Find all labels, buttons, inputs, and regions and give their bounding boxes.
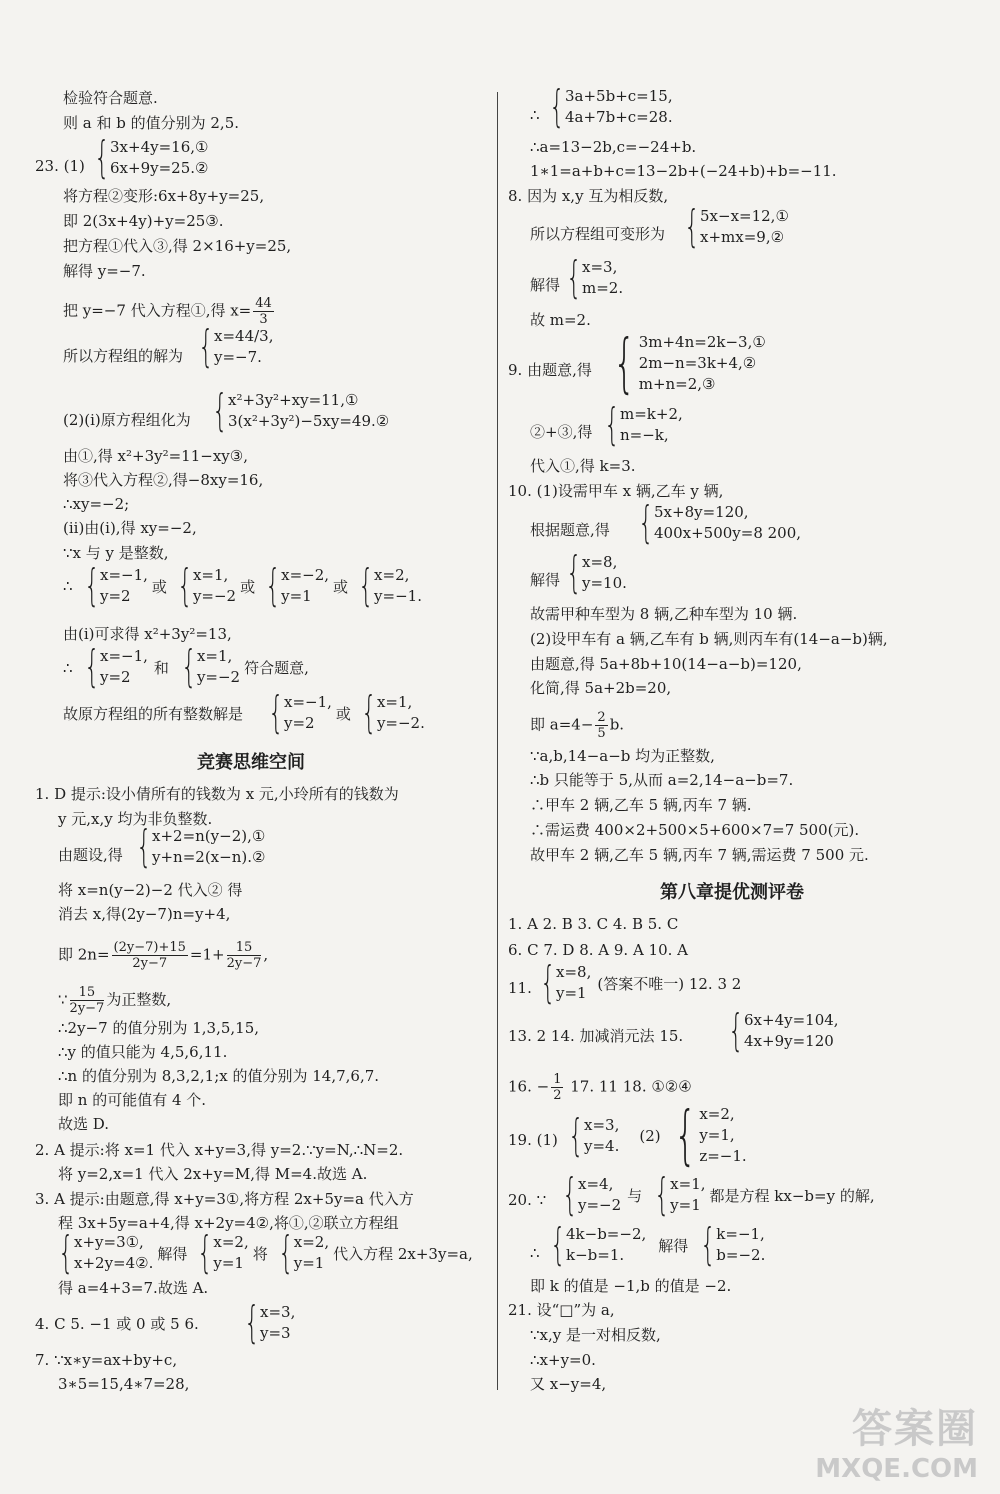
text-line: 把 y=−7 代入方程①,得 x= $\frac{44}{3}$ bbox=[63, 296, 272, 327]
text-line: ∵ $\frac{15}{2y-7}$ 为正整数, bbox=[58, 985, 172, 1016]
equation-system: { 6x+4y=104, 4x+9y=120 bbox=[728, 1005, 839, 1056]
text-line: 16. − $\frac{1}{2}$ 17. 11 18. ①②④ bbox=[508, 1072, 692, 1103]
text-line: ∴xy=−2; bbox=[63, 495, 130, 513]
text-line: 10. (1)设需甲车 x 辆,乙车 y 辆, bbox=[508, 482, 724, 500]
text-line: 将 x=n(y−2)−2 代入② 得 bbox=[58, 881, 243, 899]
text-line: 故选 D. bbox=[58, 1115, 110, 1133]
text-line: (ii)由(i),得 xy=−2, bbox=[63, 519, 197, 537]
equation-system: { x=3, y=3 bbox=[244, 1297, 296, 1348]
section-heading: 竞赛思维空间 bbox=[197, 752, 305, 773]
text-line: 根据题意,得 bbox=[530, 521, 610, 539]
text-line: ∴甲车 2 辆,乙车 5 辆,丙车 7 辆. bbox=[530, 796, 752, 814]
text-line: (2)设甲车有 a 辆,乙车有 b 辆,则丙车有(14−a−b)辆, bbox=[530, 630, 888, 648]
text-line: 故 m=2. bbox=[530, 311, 591, 329]
text-line: 2. A 提示:将 x=1 代入 x+y=3,得 y=2.∵y=N,∴N=2. bbox=[35, 1141, 404, 1159]
text-line: 19. (1) bbox=[508, 1131, 558, 1149]
text-line: ∵x,y 是一对相反数, bbox=[530, 1326, 661, 1344]
equation-system: { x=8, y=1 (答案不唯一) 12. 3 2 bbox=[540, 957, 742, 1008]
text-line: 11. bbox=[508, 979, 532, 997]
text-line: 13. 2 14. 加减消元法 15. bbox=[508, 1027, 684, 1045]
text-line: 1. A 2. B 3. C 4. B 5. C bbox=[508, 915, 679, 933]
text-line: 又 x−y=4, bbox=[530, 1375, 607, 1393]
text-line: 将 y=2,x=1 代入 2x+y=M,得 M=4.故选 A. bbox=[58, 1165, 368, 1183]
text-line: 解得 bbox=[530, 571, 561, 589]
section-heading: 第八章提优测评卷 bbox=[660, 882, 804, 903]
text-line: 程 3x+5y=a+4,得 x+2y=4②,将①,②联立方程组 bbox=[58, 1214, 399, 1232]
text-line: 所以方程组的解为 bbox=[63, 347, 184, 365]
equation-system: { 3x+4y=16,① 6x+9y=25.② bbox=[94, 132, 209, 183]
text-line: 故甲车 2 辆,乙车 5 辆,丙车 7 辆,需运费 7 500 元. bbox=[530, 846, 869, 864]
text-line: 21. 设“□”为 a, bbox=[508, 1301, 615, 1319]
equation-system: { x=−1, y=2 或 { x=1, y=−2. bbox=[268, 687, 425, 738]
text-line: 代入①,得 k=3. bbox=[530, 457, 636, 475]
text-line: 由题设,得 bbox=[58, 846, 123, 864]
text-line: 6. C 7. D 8. A 9. A 10. A bbox=[508, 941, 689, 959]
text-line: (2)(i)原方程组化为 bbox=[63, 411, 191, 429]
text-line: 1. D 提示:设小倩所有的钱数为 x 元,小玲所有的钱数为 bbox=[35, 785, 399, 803]
question-number: 23. (1) bbox=[35, 157, 85, 175]
text-line: ∴b 只能等于 5,从而 a=2,14−a−b=7. bbox=[530, 771, 794, 789]
text-line: 把方程①代入③,得 2×16+y=25, bbox=[63, 237, 292, 255]
equation-system: { x=44/3, y=−7. bbox=[198, 321, 274, 372]
equation-system: { x=3, y=4. (2) { x=2, y=1, z=−1. bbox=[568, 1098, 747, 1173]
text-line: ∴a=13−2b,c=−24+b. bbox=[530, 138, 697, 156]
equation-system: { x=−1, y=2 和 { x=1, y=−2 符合题意, bbox=[84, 641, 309, 692]
text-line: 20. ∵ bbox=[508, 1191, 547, 1209]
text-line: ∴n 的值分别为 8,3,2,1;x 的值分别为 14,7,6,7. bbox=[58, 1067, 380, 1085]
text-line: 8. 因为 x,y 互为相反数, bbox=[508, 187, 669, 205]
text-line: 化简,得 5a+2b=20, bbox=[530, 679, 672, 697]
text-line: 故需甲种车型为 8 辆,乙种车型为 10 辆. bbox=[530, 605, 798, 623]
text-line: 将方程②变形:6x+8y+y=25, bbox=[63, 187, 265, 205]
text-line: ②+③,得 bbox=[530, 423, 593, 441]
text-line: 由(i)可求得 x²+3y²=13, bbox=[63, 625, 232, 643]
text-line: 4. C 5. −1 或 0 或 5 6. bbox=[35, 1315, 199, 1333]
text-line: 由题意,得 5a+8b+10(14−a−b)=120, bbox=[530, 655, 802, 673]
text-line: ∴ bbox=[63, 659, 73, 677]
text-line: 即 2(3x+4y)+y=25③. bbox=[63, 212, 224, 230]
text-line: 即 a=4− $\frac{2}{5}$ b. bbox=[530, 710, 625, 741]
text-line: 1∗1=a+b+c=13−2b+(−24+b)+b=−11. bbox=[530, 162, 837, 180]
text-line: ∴2y−7 的值分别为 1,3,5,15, bbox=[58, 1019, 259, 1037]
text-line: 所以方程组可变形为 bbox=[530, 225, 666, 243]
equation-system: { 5x+8y=120, 400x+500y=8 200, bbox=[638, 497, 802, 548]
text-line: 得 a=4+3=7.故选 A. bbox=[58, 1279, 209, 1297]
text-line: 7. ∵x∗y=ax+by+c, bbox=[35, 1351, 178, 1369]
text-line: 解得 y=−7. bbox=[63, 262, 146, 280]
watermark-url: MXQE.COM bbox=[815, 1454, 978, 1484]
text-line: 9. 由题意,得 bbox=[508, 361, 592, 379]
text-line: ∵a,b,14−a−b 均为正整数, bbox=[530, 747, 715, 765]
equation-system: { x=8, y=10. bbox=[566, 547, 627, 598]
column-divider bbox=[497, 92, 498, 1390]
watermark-logo-text: 答案圈 bbox=[852, 1406, 978, 1452]
text-line: 故原方程组的所有整数解是 bbox=[63, 705, 244, 723]
text-line: 检验符合题意. bbox=[63, 89, 158, 107]
text-line: ∴ bbox=[530, 106, 540, 124]
equation-system: { 4k−b=−2, k−b=1. 解得 { k=−1, b=−2. bbox=[550, 1219, 766, 1270]
equation-system: { m=k+2, n=−k, bbox=[604, 399, 683, 450]
text-line: ∴ bbox=[530, 1244, 540, 1262]
equation-system: { 5x−x=12,① x+mx=9,② bbox=[684, 201, 789, 252]
text-line: ∵x 与 y 是整数, bbox=[63, 544, 169, 562]
equation-system: { 3m+4n=2k−3,① 2m−n=3k+4,② m+n=2,③ bbox=[613, 326, 766, 401]
equation-system: { x=3, m=2. bbox=[566, 252, 624, 303]
equation-system: { x²+3y²+xy=11,① 3(x²+3y²)−5xy=49.② bbox=[212, 385, 390, 436]
text-line: 消去 x,得(2y−7)n=y+4, bbox=[58, 905, 231, 923]
text-line: 3. A 提示:由题意,得 x+y=3①,将方程 2x+5y=a 代入方 bbox=[35, 1190, 414, 1208]
text-line: y 元,x,y 均为非负整数. bbox=[58, 810, 213, 828]
equation-system: { 3a+5b+c=15, 4a+7b+c=28. bbox=[549, 81, 673, 132]
text-line: 即 k 的值是 −1,b 的值是 −2. bbox=[530, 1277, 732, 1295]
text-line: 即 2n= $\frac{(2y-7)+15}{2y-7}$ =1+ $\frac{15}{2y-7}$ , bbox=[58, 940, 269, 971]
text-line: 解得 bbox=[530, 276, 561, 294]
equation-system: { x+y=3①, x+2y=4②. 解得 { x=2, y=1 将 { x=2, y=1 代入方程 2x+3y=a, bbox=[58, 1227, 473, 1278]
equation-system: { x=−1, y=2 或 { x=1, y=−2 或 { x=−2, y=1 或 { x=2, y=−1. bbox=[84, 560, 422, 611]
equation-system: { x=4, y=−2 与 { x=1, y=1 都是方程 kx−b=y 的解, bbox=[562, 1169, 875, 1220]
equation-system: { x+2=n(y−2),① y+n=2(x−n).② bbox=[136, 821, 266, 872]
text-line: ∴ bbox=[63, 577, 73, 595]
text-line: ∴x+y=0. bbox=[530, 1351, 596, 1369]
text-line: ∴需运费 400×2+500×5+600×7=7 500(元). bbox=[530, 821, 860, 839]
text-line: ∴y 的值只能为 4,5,6,11. bbox=[58, 1043, 228, 1061]
watermark bbox=[815, 1397, 978, 1484]
text-line: 由①,得 x²+3y²=11−xy③, bbox=[63, 447, 248, 465]
text-line: 3∗5=15,4∗7=28, bbox=[58, 1375, 190, 1393]
text-line: 则 a 和 b 的值分别为 2,5. bbox=[63, 114, 240, 132]
text-line: 即 n 的可能值有 4 个. bbox=[58, 1091, 207, 1109]
text-line: 将③代入方程②,得−8xy=16, bbox=[63, 471, 264, 489]
